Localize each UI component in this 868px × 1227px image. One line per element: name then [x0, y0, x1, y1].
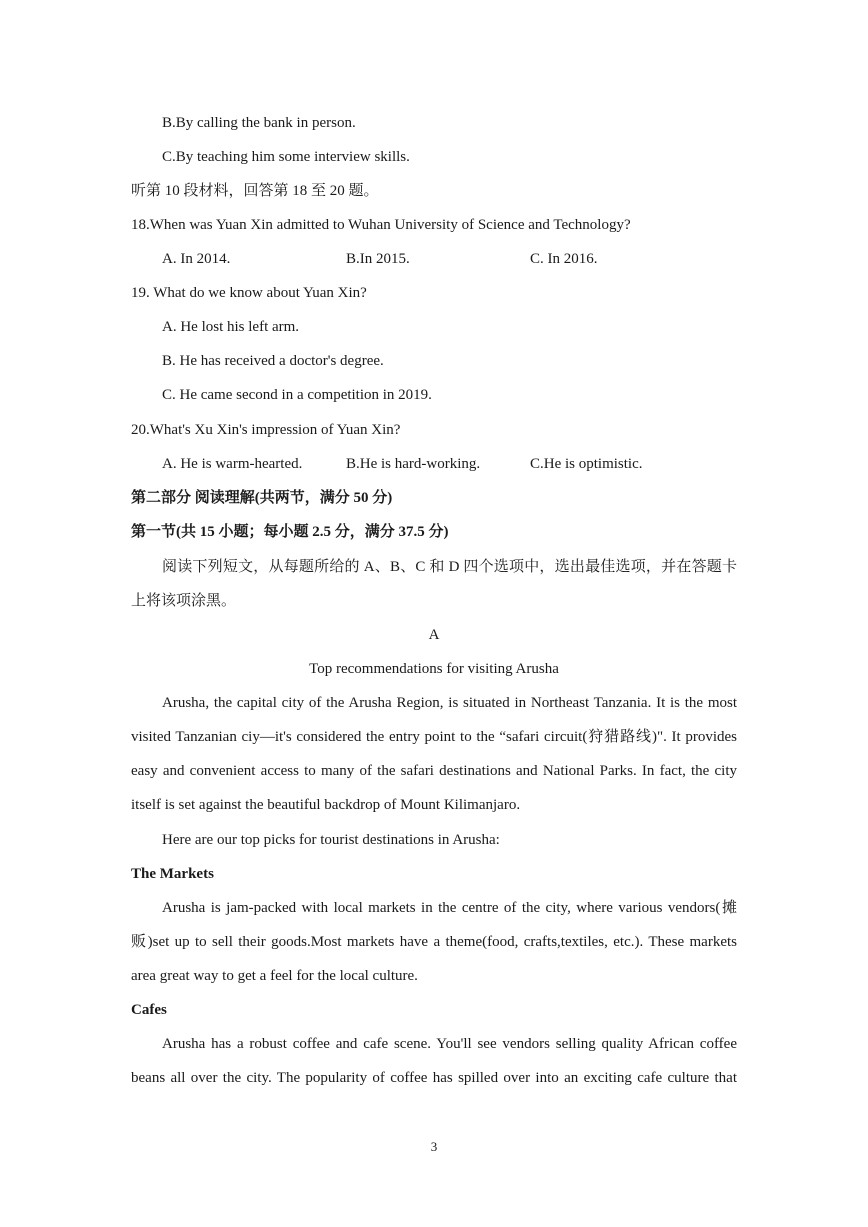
cafes-line1: Arusha has a robust coffee and cafe scene. You'll see vendors selling quality African coffee [162, 1036, 737, 1052]
passage-title: Top recommendations for visiting Arusha [309, 661, 559, 677]
markets-line3: area great way to get a feel for the local culture. [131, 968, 418, 984]
para1-line1: Arusha, the capital city of the Arusha Region, is situated in Northeast Tanzania. It is the most [162, 695, 737, 711]
question-19-option-b: B. He has received a doctor's degree. [162, 353, 384, 369]
prev-option-b: B.By calling the bank in person. [162, 115, 356, 131]
question-18-option-a: A. In 2014. [162, 251, 231, 267]
markets-line2: 贩)set up to sell their goods.Most markets have a theme(food, crafts,textiles, etc.). These markets [131, 934, 737, 950]
prev-option-c: C.By teaching him some interview skills. [162, 149, 410, 165]
question-20-option-a: A. He is warm-hearted. [162, 456, 303, 472]
question-19-option-a: A. He lost his left arm. [162, 319, 300, 335]
question-20-stem: 20.What's Xu Xin's impression of Yuan Xin? [131, 422, 401, 438]
markets-line1: Arusha is jam-packed with local markets in the centre of the city, where various vendors(摊 [162, 900, 737, 916]
cafes-heading: Cafes [131, 1002, 167, 1018]
question-20-option-c: C.He is optimistic. [530, 456, 643, 472]
para1-line2: visited Tanzanian ciy—it's considered the entry point to the “safari circuit(狩猎路线)". It provides [131, 729, 737, 745]
reading-instruction-line1: 阅读下列短文，从每题所给的 A、B、C 和 D 四个选项中，选出最佳选项，并在答题卡 [162, 559, 737, 575]
para1-line3: easy and convenient access to many of the safari destinations and National Parks. In fact, the city [131, 763, 737, 779]
section1-heading: 第一节(共 15 小题；每小题 2.5 分，满分 37.5 分) [131, 524, 449, 540]
para2: Here are our top picks for tourist destinations in Arusha: [162, 832, 500, 848]
question-19-option-c: C. He came second in a competition in 2019. [162, 387, 432, 403]
question-18-option-c: C. In 2016. [530, 251, 598, 267]
question-20-option-b: B.He is hard-working. [346, 456, 481, 472]
section10-instruction: 听第 10 段材料，回答第 18 至 20 题。 [131, 183, 379, 199]
page-number: 3 [430, 1139, 438, 1154]
question-18-stem: 18.When was Yuan Xin admitted to Wuhan University of Science and Technology? [131, 217, 631, 233]
passage-letter: A [428, 627, 440, 643]
question-19-stem: 19. What do we know about Yuan Xin? [131, 285, 367, 301]
cafes-line2: beans all over the city. The popularity of coffee has spilled over into an exciting cafe culture that [131, 1070, 737, 1086]
para1-line4: itself is set against the beautiful backdrop of Mount Kilimanjaro. [131, 797, 521, 813]
part2-heading: 第二部分 阅读理解(共两节，满分 50 分) [131, 490, 393, 506]
reading-instruction-line2: 上将该项涂黑。 [131, 593, 237, 609]
question-18-option-b: B.In 2015. [346, 251, 410, 267]
markets-heading: The Markets [131, 866, 214, 882]
